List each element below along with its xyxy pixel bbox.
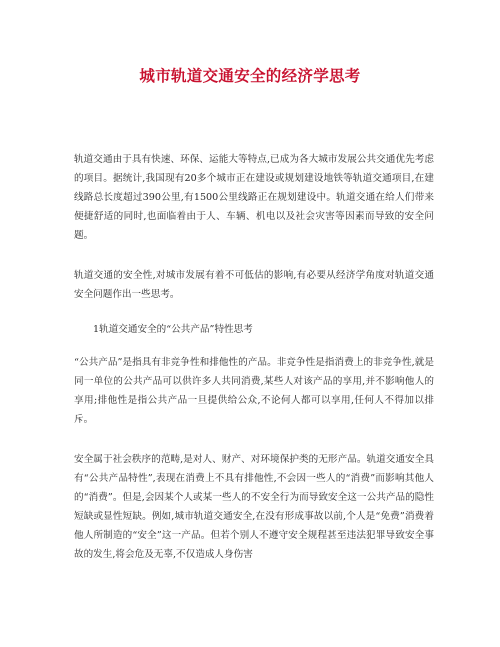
paragraph-purpose: 轨道交通的安全性,对城市发展有着不可低估的影响,有必要从经济学角度对轨道交通安全问题作出一些思考。 xyxy=(74,270,434,300)
section-heading: 1轨道交通安全的“公共产品”特性思考 xyxy=(93,324,253,335)
paragraph-intro: 轨道交通由于具有快速、环保、运能大等特点,已成为各大城市发展公共交通优先考虑的项目。据统计,我国现有20多个城市正在建设或规划建设地铁等轨道交通项目,在建线路总长度超过390公里,有1500公里线路正在规划建设中。轨道交通在给人们带来便捷舒适的同时,也面临着由于人、车辆、机电以及社会灾害等因素而导致的安全问题。 xyxy=(74,154,434,241)
paragraph-public-goods-definition: “公共产品”是指具有非竞争性和排他性的产品。非竞争性是指消费上的非竞争性,就是同一单位的公共产品可以供许多人共同消费,某些人对该产品的享用,并不影响他人的享用;排他性是指公共产品一旦提供给公众,不论何人都可以享用,任何人不得加以排斥。 xyxy=(74,357,434,425)
paragraph-safety-public-goods: 安全属于社会秩序的范畴,是对人、财产、对环境保护类的无形产品。轨道交通安全具有“公共产品特性”,表现在消费上不具有排他性,不会因一些人的“消费”而影响其他人的“消费”。但是,会因某个人或某一些人的不安全行为而导致安全这一公共产品的隐性短缺或显性短缺。例如,城市轨道交通安全,在没有形成事故以前,个人是“免费”消费着他人所制造的“安全”这一产品。但若个别人不遵守安全规程甚至违法犯罪导致安全事故的发生,将会危及无辜,不仅造成人身伤害 xyxy=(74,454,434,560)
document-title: 城市轨道交通安全的经济学思考 xyxy=(139,67,361,85)
